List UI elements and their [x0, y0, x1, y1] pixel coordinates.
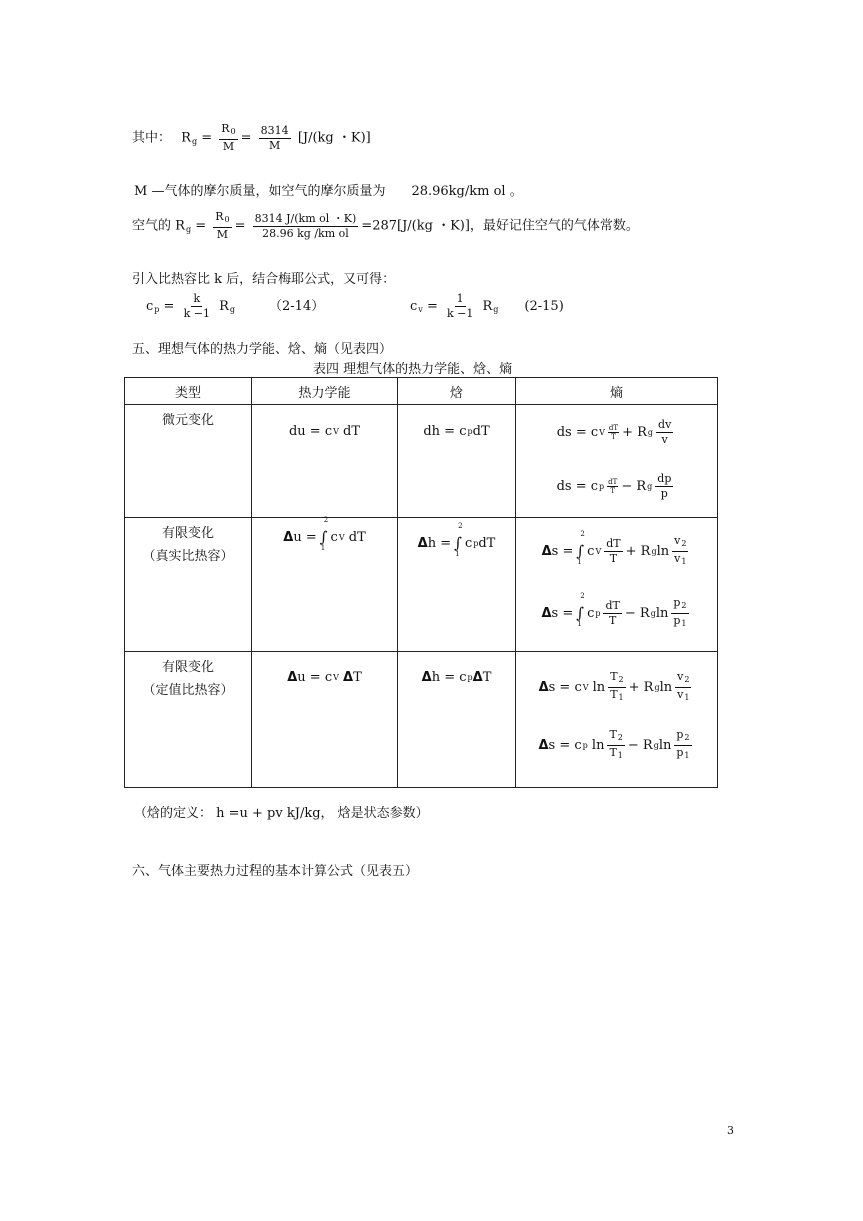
dh-formula: dh = c p dT	[423, 423, 490, 439]
row-finite-constant: 有限变化 （定值比热容）	[142, 660, 234, 698]
col-type: 类型	[125, 378, 252, 405]
table-4-caption: 表四 理想气体的热力学能、焓、熵	[313, 362, 513, 377]
col-enthalpy: 焓	[398, 378, 516, 405]
delta-s-integral-p: Δ s = 2 ∫ 1 c p $\frac{dT}{T}$ − R g ln $\frac{p_2}{p_1}$	[541, 592, 687, 628]
8314-over-m: $\frac{8314}{M}$	[260, 123, 289, 152]
du-formula: du = c V dT	[288, 423, 361, 439]
ds-formula-p: ds = c p $\frac{dT}{T}$ − R g $\frac{dp}{p}$	[556, 471, 672, 500]
row-differential: 微元变化	[161, 413, 214, 428]
enthalpy-definition-note: （焓的定义： h =u + pv kJ/kg， 焓是状态参数）	[134, 806, 429, 821]
r0-over-m: $\frac{R_0}{M}$	[221, 122, 236, 153]
air-fraction: $\frac{\text{8314 J/(km ol ・K)}}{\text{28.96 kg /km ol}}$	[254, 211, 357, 240]
delta-h-constant: Δ h = c p Δ T	[421, 669, 492, 685]
delta-u-integral: Δ u = 2 ∫ 1 c V dT	[283, 516, 366, 552]
equation-2-14: $c_p$ = $\frac{k}{k -1}$ $R_g$ （2-14）	[146, 292, 325, 320]
section-6-heading: 六、气体主要热力过程的基本计算公式（见表五）	[132, 864, 419, 879]
table-4	[124, 377, 718, 788]
k-line: 引入比热容比 k 后，结合梅耶公式，又可得：	[132, 272, 396, 287]
equation-2-15: $c_v$ = $\frac{1}{k -1}$ $R_g$ (2-15)	[410, 292, 564, 320]
air-constant-line: 空气的 $R_g$ = $\frac{R_0}{M}$ = $\frac{\text{8314 J/(km ol ・K)}}{\text{28.96 kg /km ol}}$ =287[J/(kg ・K)]，最好记住空气的气体常数。	[132, 210, 639, 241]
delta-h-integral: Δ h = 2 ∫ 1 c p dT	[417, 522, 496, 558]
delta-s-constant-v: Δ s = c V ln $\frac{T_2}{T_1}$ + R g ln $\frac{v_2}{v_1}$	[538, 669, 690, 702]
molar-mass-line: M —气体的摩尔质量，如空气的摩尔质量为 28.96kg/km ol 。	[134, 184, 523, 199]
col-internal-energy: 热力学能	[252, 378, 398, 405]
ds-formula-v: ds = c V $\frac{dT}{T}$ + R g $\frac{dv}{v}$	[556, 417, 672, 446]
intro-prefix: 其中：	[132, 130, 172, 146]
row-finite-true: 有限变化 （真实比热容）	[142, 526, 234, 564]
delta-s-constant-p: Δ s = c p ln $\frac{T_2}{T_1}$ − R g ln $\frac{p_2}{p_1}$	[538, 727, 690, 760]
col-entropy: 熵	[516, 378, 718, 405]
page-number: 3	[727, 1124, 734, 1137]
section-5-heading: 五、理想气体的热力学能、焓、熵（见表四）	[132, 342, 393, 357]
rg-unit: [J/(kg ・K)]	[297, 130, 371, 146]
delta-u-constant: Δ u = c V Δ T	[287, 669, 362, 685]
rg-definition: 其中： $R_g$ = $\frac{R_0}{M}$ = $\frac{8314}{M}$ [J/(kg ・K)]	[132, 122, 371, 153]
delta-s-integral-v: Δ s = 2 ∫ 1 c V $\frac{dT}{T}$ + R g ln $\frac{v_2}{v_1}$	[541, 530, 687, 566]
